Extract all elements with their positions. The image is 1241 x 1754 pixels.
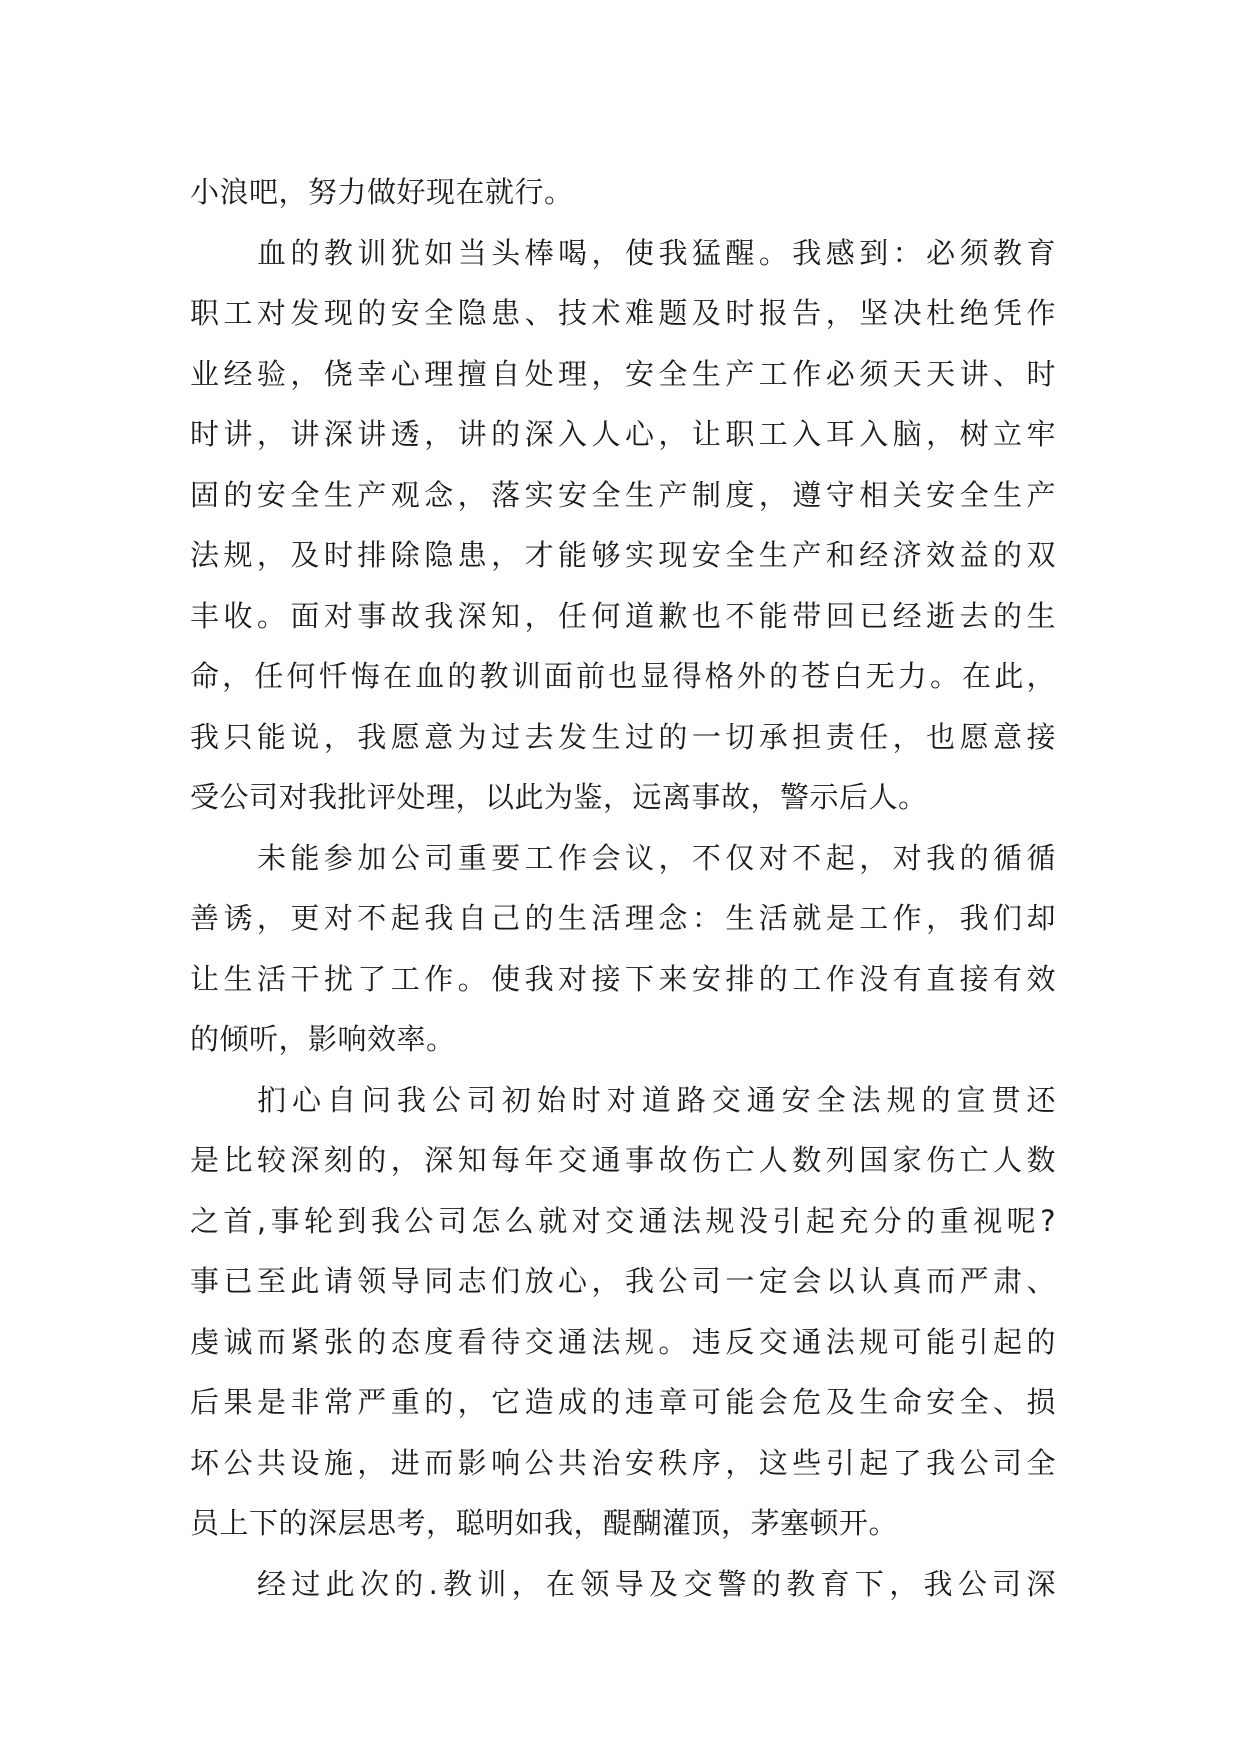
text-line: 丰收。面对事故我深知，任何道歉也不能带回已经逝去的生 [190,598,1056,633]
paragraph-first-line: 扪心自问我公司初始时对道路交通安全法规的宣贯还 [257,1082,1056,1117]
paragraph-first-line: 经过此次的.教训，在领导及交警的教育下，我公司深 [257,1566,1056,1601]
text-line: 是比较深刻的，深知每年交通事故伤亡人数列国家伤亡人数 [190,1143,1056,1177]
text-line: 的倾听，影响效率。 [190,1022,456,1056]
text-line: 时讲，讲深讲透，讲的深入人心，让职工入耳入脑，树立牢 [190,417,1056,451]
text-line: 小浪吧，努力做好现在就行。 [190,175,574,209]
paragraph-first-line: 未能参加公司重要工作会议，不仅对不起，对我的循循 [257,840,1056,875]
text-line: 我只能说，我愿意为过去发生过的一切承担责任，也愿意接 [190,719,1056,754]
text-line: 后果是非常严重的，它造成的违章可能会危及生命安全、损 [190,1385,1056,1419]
text-line: 受公司对我批评处理，以此为鉴，远离事故，警示后人。 [190,780,928,814]
text-line: 善诱，更对不起我自己的生活理念：生活就是工作，我们却 [190,901,1056,935]
text-line: 坏公共设施，进而影响公共治安秩序，这些引起了我公司全 [190,1445,1056,1480]
text-line: 命，任何忏悔在血的教训面前也显得格外的苍白无力。在此， [190,659,1056,693]
text-line: 虔诚而紧张的态度看待交通法规。违反交通法规可能引起的 [190,1324,1056,1359]
text-line: 员上下的深层思考，聪明如我，醍醐灌顶，茅塞顿开。 [190,1506,899,1540]
text-line: 业经验，侥幸心理擅自处理，安全生产工作必须天天讲、时 [190,356,1056,391]
text-line: 事已至此请领导同志们放心，我公司一定会以认真而严肃、 [190,1264,1056,1298]
text-line: 之首,事轮到我公司怎么就对交通法规没引起充分的重视呢? [190,1203,1056,1238]
document-body [190,162,1056,1614]
text-line: 让生活干扰了工作。使我对接下来安排的工作没有直接有效 [190,961,1056,996]
text-line: 职工对发现的安全隐患、技术难题及时报告，坚决杜绝凭作 [190,296,1056,330]
text-line: 固的安全生产观念，落实安全生产制度，遵守相关安全生产 [190,477,1056,512]
paragraph-first-line: 血的教训犹如当头棒喝，使我猛醒。我感到：必须教育 [257,235,1056,270]
text-line: 法规，及时排除隐患，才能够实现安全生产和经济效益的双 [190,538,1056,572]
